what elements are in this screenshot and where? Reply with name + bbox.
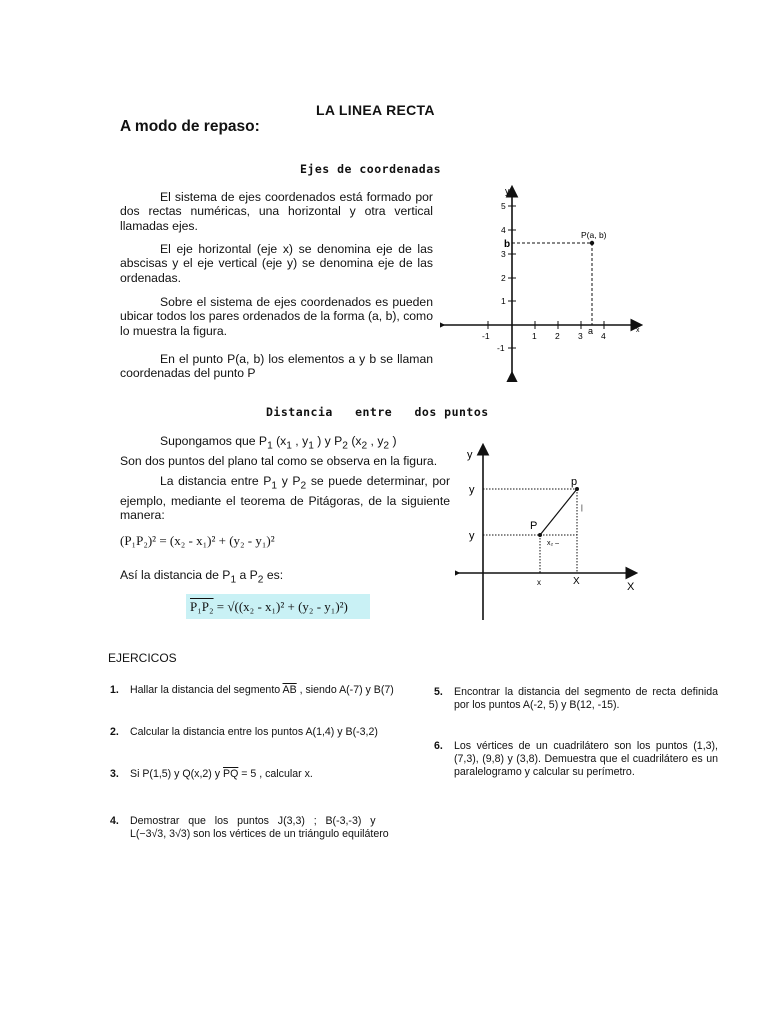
section1-paragraph-4 [120,352,433,381]
y-tick-upper: y [469,484,475,496]
x-tick-4: 4 [601,331,606,341]
exercise-text: Demostrar que los puntos J(3,3) ; B(-3,-3) y [130,815,376,827]
x-tick-left: x [537,578,541,587]
exercise-4 [110,815,410,841]
p3-sub: 2 [257,574,264,586]
b-label: b [504,239,511,250]
distance-figure [455,440,645,622]
point-upper-label: p [571,476,578,488]
segment-label: $\overline{PQ}$ [223,768,239,780]
formula-lhs: P₁P₂ [190,599,214,614]
formula-pythagoras: (P₁P₂)² = (x₂ - x₁)² + (y₂ - y₁)² [120,533,275,548]
point-p1 [538,533,542,537]
exercise-text: Encontrar la distancia del segmento de recta definida por los puntos A(-2, 5) y B(12, -15). [454,686,718,711]
exercise-5 [434,686,718,712]
p1-line2: Son dos puntos del plano tal como se observa en la figura. [120,453,438,468]
section1-p4-text: En el punto P(a, b) los elementos a y b se llaman coordenadas del punto P [120,352,433,381]
section1-p1-text: El sistema de ejes coordenados está formado por dos rectas numéricas, una horizontal y otra vertical llamadas ejes. [120,190,433,233]
p2-sub: 1 [271,480,278,492]
y-tick-3: 3 [501,249,506,259]
p1-sub: 1 [308,440,314,452]
exercise-text: L(−3√3, 3√3) son los vértices de un triángulo equilátero [130,828,389,840]
section1-paragraph-2 [120,242,433,285]
a-label: a [588,326,594,336]
y-axis-label: y [505,186,510,196]
exercise-6 [434,740,718,779]
y-tick-1: 1 [501,296,506,306]
section1-paragraph-3 [120,295,433,338]
section1-heading: Ejes de coordenadas [300,162,442,176]
x-tick-neg1: -1 [482,331,490,341]
x-tick-1: 1 [532,331,537,341]
distance-formula-box [186,594,370,619]
section1-p2-text: El eje horizontal (eje x) se denomina eje de las abscisas y el eje vertical (eje y) se denomina eje de las ordenadas. [120,242,433,285]
page-title: LA LINEA RECTA [316,102,435,118]
x-tick-right: X [573,576,580,587]
subtitle: A modo de repaso: [120,118,260,135]
section1-p3-text: Sobre el sistema de ejes coordenados es pueden ubicar todos los pares ordenados de la forma (a, b), como lo muestra la figura. [120,295,433,338]
y-axis-label: y [467,449,473,461]
p1-sub: 2 [383,440,390,452]
exercise-text: = 5 , calcular x. [238,768,313,780]
p1-sub: 1 [267,440,273,452]
y-tick-5: 5 [501,201,506,211]
section2-paragraph-3 [120,568,283,588]
p3-text-b: a P [236,568,258,582]
p2-text-b: y P [277,474,301,488]
exercise-2 [110,726,420,739]
point-lower-label: P [530,520,538,532]
p1-text-g: ) [389,434,397,448]
p1-text-d: ) y P [313,434,343,448]
vertical-diff-label: | [581,505,583,512]
p2-text-c: se puede determinar, por ejemplo, mediante el teorema de Pitágoras, de la siguiente manera: [120,474,451,523]
p2-sub: 2 [300,480,307,492]
p1-sub: 1 [286,440,292,452]
x-tick-2: 2 [555,331,560,341]
exercises-heading: EJERCICOS [108,651,177,665]
exercise-text: Si P(1,5) y Q(x,2) y [130,768,224,780]
p3-sub: 1 [230,574,237,586]
exercise-number: 2. [110,726,119,738]
segment-p1p2 [540,489,577,535]
x-axis-label: X [627,581,635,593]
exercise-number: 3. [110,768,119,780]
p1-text-c: , y [291,434,309,448]
horizontal-diff-label: x₂ – [547,540,560,547]
section2-heading: Distancia entre dos puntos [266,405,489,419]
exercise-text: Calcular la distancia entre los puntos A(1,4) y B(-3,2) [130,726,378,738]
exercise-1 [110,684,420,697]
p3-text-c: es: [263,568,284,582]
p1-sub: 2 [342,440,348,452]
y-tick-neg1: -1 [497,343,505,353]
exercise-number: 4. [110,815,119,827]
exercise-text: , siendo A(-7) y B(7) [296,684,394,696]
x-tick-3: 3 [578,331,583,341]
segment-label: $\overline{AB}$ [282,684,297,696]
x-axis-label: x [636,327,640,334]
section2-paragraph-2 [120,474,450,523]
y-tick-lower: y [469,530,475,542]
p1-text-e: (x [347,434,362,448]
exercise-number: 6. [434,740,443,752]
y-tick-4: 4 [501,225,506,235]
exercise-3 [110,768,420,781]
formula-rhs: = √((x₂ - x₁)² + (y₂ - y₁)²) [216,599,348,614]
exercise-text: Hallar la distancia del segmento [130,684,283,696]
exercise-text: Los vértices de un cuadrilátero son los puntos (1,3), (7,3), (9,8) y (3,8). Demuestra que el cuadrilátero es un paralelogramo y calcular su perímetro. [454,740,718,778]
coordinate-axes-figure [440,182,650,382]
p2-text-a: La distancia entre P [160,474,272,488]
p1-text-a: Supongamos que P [160,434,268,448]
section1-paragraph-1 [120,190,433,233]
p1-text-f: , y [367,434,384,448]
p1-sub: 2 [361,440,368,452]
point-p [590,241,594,245]
p3-text-a: Así la distancia de P [120,568,231,582]
exercise-number: 5. [434,686,443,698]
point-p-label: P(a, b) [581,230,607,240]
exercise-number: 1. [110,684,119,696]
section2-paragraph-1 [120,434,450,468]
p1-text-b: (x [272,434,287,448]
y-tick-2: 2 [501,273,506,283]
